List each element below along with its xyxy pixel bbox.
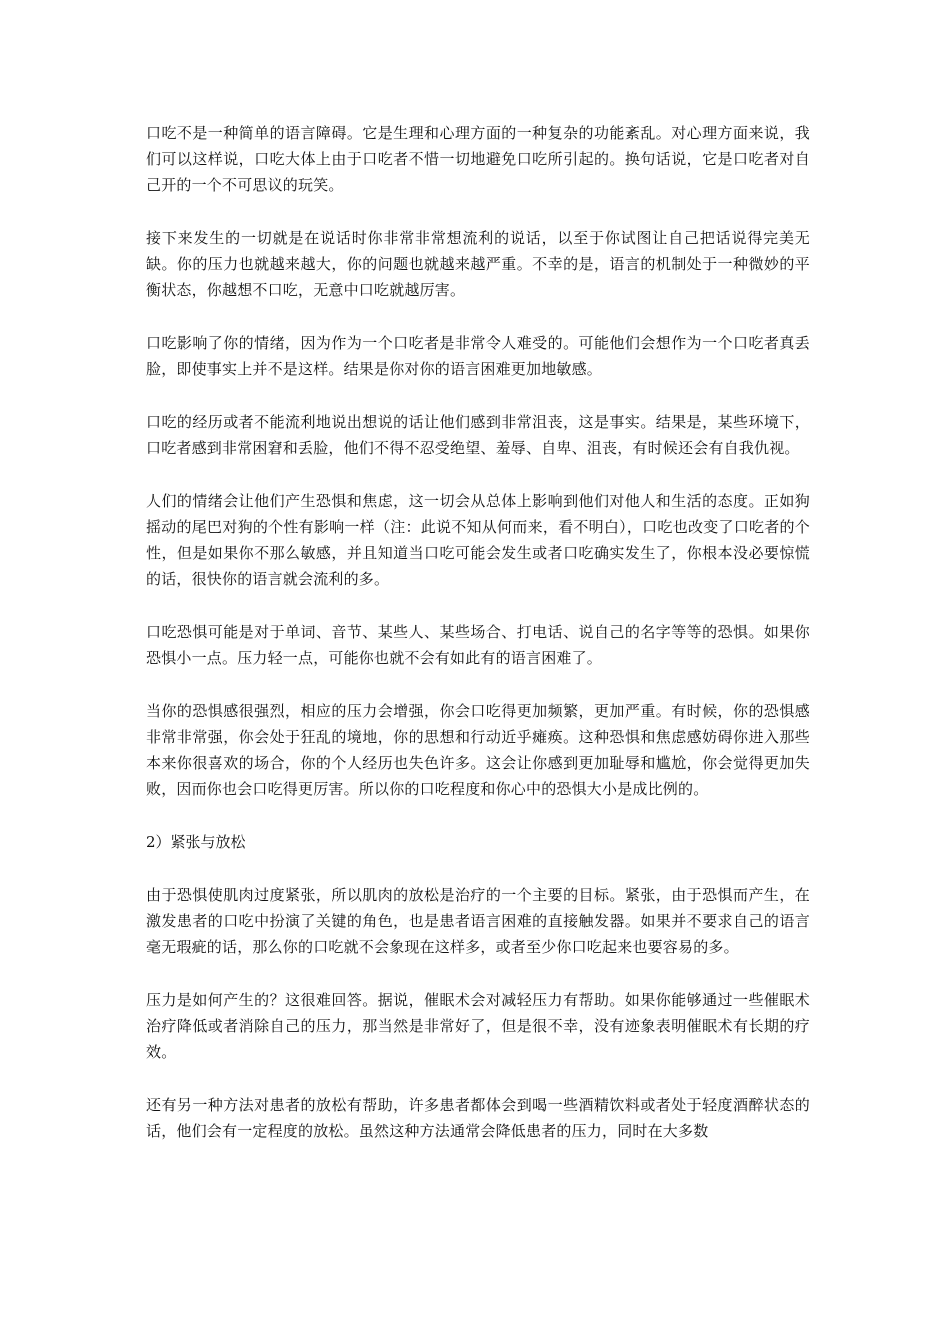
- paragraph-6: 口吃恐惧可能是对于单词、音节、某些人、某些场合、打电话、说自己的名字等等的恐惧。如果你恐惧小一点。压力轻一点，可能你也就不会有如此有的语言困难了。: [146, 623, 810, 667]
- paragraph-5: 人们的情绪会让他们产生恐惧和焦虑，这一切会从总体上影响到他们对他人和生活的态度。正如狗摇动的尾巴对狗的个性有影响一样（注：此说不知从何而来，看不明白），口吃也改变了口吃者的个性，但是如果你不那么敏感，并且知道当口吃可能会发生或者口吃确实发生了，你根本没必要惊慌的话，很快你的语言就会流利的多。: [146, 492, 810, 588]
- section-heading: 2）紧张与放松: [146, 833, 246, 851]
- paragraph-9: 压力是如何产生的？这很难回答。据说，催眠术会对减轻压力有帮助。如果你能够通过一些催眠术治疗降低或者消除自己的压力，那当然是非常好了，但是很不幸，没有迹象表明催眠术有长期的疗效。: [146, 991, 810, 1061]
- paragraph-4: 口吃的经历或者不能流利地说出想说的话让他们感到非常沮丧，这是事实。结果是，某些环境下，口吃者感到非常困窘和丢脸，他们不得不忍受绝望、羞辱、自卑、沮丧，有时候还会有自我仇视。: [146, 413, 810, 457]
- paragraph-2: 接下来发生的一切就是在说话时你非常非常想流利的说话，以至于你试图让自己把话说得完美无缺。你的压力也就越来越大，你的问题也就越来越严重。不幸的是，语言的机制处于一种微妙的平衡状态，你越想不口吃，无意中口吃就越厉害。: [146, 229, 810, 299]
- paragraph-10: 还有另一种方法对患者的放松有帮助，许多患者都体会到喝一些酒精饮料或者处于轻度酒醉状态的话，他们会有一定程度的放松。虽然这种方法通常会降低患者的压力，同时在大多数: [146, 1096, 810, 1140]
- document-page: [146, 120, 810, 1171]
- paragraph-8: 由于恐惧使肌肉过度紧张，所以肌肉的放松是治疗的一个主要的目标。紧张，由于恐惧而产生，在激发患者的口吃中扮演了关键的角色，也是患者语言困难的直接触发器。如果并不要求自己的语言毫无瑕疵的话，那么你的口吃就不会象现在这样多，或者至少你口吃起来也要容易的多。: [146, 886, 810, 956]
- paragraph-7: 当你的恐惧感很强烈，相应的压力会增强，你会口吃得更加频繁，更加严重。有时候，你的恐惧感非常非常强，你会处于狂乱的境地，你的思想和行动近乎瘫痪。这种恐惧和焦虑感妨碍你进入那些本来你很喜欢的场合，你的个人经历也失色许多。这会让你感到更加耻辱和尴尬，你会觉得更加失败，因而你也会口吃得更厉害。所以你的口吃程度和你心中的恐惧大小是成比例的。: [146, 702, 810, 798]
- paragraph-3: 口吃影响了你的情绪，因为作为一个口吃者是非常令人难受的。可能他们会想作为一个口吃者真丢脸，即使事实上并不是这样。结果是你对你的语言困难更加地敏感。: [146, 334, 810, 378]
- paragraph-1: 口吃不是一种简单的语言障碍。它是生理和心理方面的一种复杂的功能紊乱。对心理方面来说，我们可以这样说，口吃大体上由于口吃者不惜一切地避免口吃所引起的。换句话说，它是口吃者对自己开的一个不可思议的玩笑。: [146, 124, 810, 194]
